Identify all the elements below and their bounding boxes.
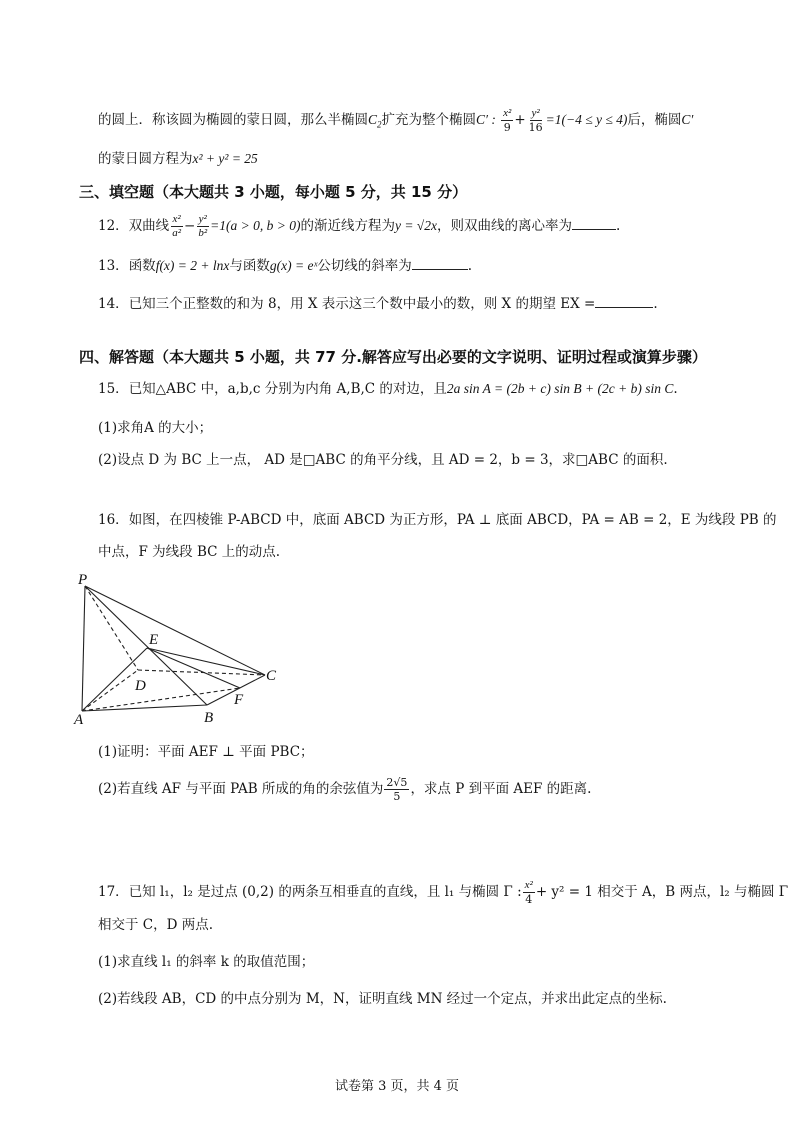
monge-eq: x² + y² = 25 — [192, 151, 258, 166]
math-c2: $C_2$ — [368, 112, 382, 130]
label-p: P — [78, 572, 88, 588]
fraction: $\frac{\text{y²}}{16}$ — [528, 107, 543, 134]
frac-den: 5 — [393, 790, 401, 803]
q-text: . — [673, 381, 678, 397]
q-text: 的渐近线方程为 — [300, 218, 395, 234]
question-17 — [98, 879, 788, 906]
edge-pc — [85, 586, 265, 675]
page-footer: 试卷第 3 页，共 4 页 — [334, 1079, 460, 1094]
question-15-part-2: (2)设点 D 为 BC 上一点， AD 是□ABC 的角平分线，且 AD = 2，b = 3，求□ABC 的面积. — [98, 452, 668, 468]
edge-ab — [82, 705, 207, 711]
answer-blank — [412, 257, 468, 270]
range-expr: =1(−4 ≤ y ≤ 4) — [545, 112, 628, 127]
cont-text: 的圆上．称该圆为椭圆的蒙日圆，那么半椭圆 — [98, 112, 368, 128]
pyramid-figure — [70, 568, 285, 728]
math-cond: =1(a > 0, b > 0) — [210, 218, 301, 233]
fraction: $\frac{\text{x²}}{\text{a²}}$ — [172, 213, 181, 239]
q-text: 双曲线 — [128, 218, 170, 234]
question-number: 15． — [98, 381, 129, 397]
label-e: E — [149, 632, 159, 648]
q-text: ，则双曲线的离心率为 — [436, 218, 572, 234]
section-heading: 三、填空题（本大题共 3 小题，每小题 5 分，共 15 分） — [79, 183, 468, 201]
label-f: F — [234, 692, 244, 708]
q-text: 公切线的斜率为 — [317, 258, 412, 274]
label-a: A — [74, 712, 84, 728]
edge-ec — [147, 648, 265, 675]
question-17-part-2: (2)若线段 AB，CD 的中点分别为 M，N，证明直线 MN 经过一个定点，并求出此定点的坐标. — [98, 991, 667, 1007]
edge-ef — [147, 648, 240, 688]
q-text: (2)若直线 AF 与平面 PAB 所成的角的余弦值为 — [98, 781, 384, 797]
question-15 — [98, 380, 678, 398]
label-c: C — [266, 668, 277, 684]
question-number: 13． — [98, 258, 129, 274]
fraction: $\frac{\text{x²}}{9}$ — [503, 107, 512, 134]
math-g: g(x) = eˣ — [269, 258, 318, 273]
math-cprime: C′ — [681, 112, 694, 127]
cont-text: 后，椭圆 — [627, 112, 682, 128]
cont-text: 扩充为整个椭圆 — [381, 112, 477, 128]
q-text: 已知三个正整数的和为 8，用 X 表示这三个数中最小的数，则 X 的期望 EX = — [128, 296, 596, 312]
question-16-part-1: (1)证明：平面 AEF ⊥ 平面 PBC； — [98, 744, 314, 760]
cont-text: 的蒙日圆方程为 — [98, 151, 193, 167]
question-17-part-1: (1)求直线 l₁ 的斜率 k 的取值范围； — [98, 954, 315, 970]
question-16-part-2 — [98, 776, 591, 803]
label-b: B — [204, 710, 214, 726]
q-text: 已知△ABC 中，a,b,c 分别为内角 A,B,C 的对边，且 — [128, 381, 447, 397]
math-cprime: C′ : — [476, 112, 496, 127]
frac-num: 2√5 — [386, 776, 408, 789]
answer-blank — [595, 295, 653, 308]
edge-pb — [85, 586, 207, 705]
math-asym: y = √2x — [394, 218, 437, 233]
continuation-line-1: 的圆上．称该圆为椭圆的蒙日圆，那么半椭圆$C_2$扩充为整个椭圆C′ : $\frac{\text{x²}}{9}$ + $\frac{\text{y²}}{16}$ =1(−4 ≤ y ≤ 4)后，椭圆C′ — [98, 107, 694, 134]
continuation-line-2 — [98, 150, 258, 168]
math-f: f(x) = 2 + lnx — [155, 258, 230, 273]
question-17-line-2: 相交于 C，D 两点. — [98, 917, 214, 933]
q-text: ，求点 P 到平面 AEF 的距离. — [410, 781, 592, 797]
fraction — [384, 776, 409, 803]
question-16 — [98, 511, 777, 529]
q-text: 与函数 — [229, 258, 270, 274]
question-number: 17． — [98, 884, 129, 900]
q-text: 如图，在四棱锥 P-ABCD 中，底面 ABCD 为正方形，PA ⊥ 底面 ABCD，PA = AB = 2，E 为线段 PB 的 — [128, 512, 777, 528]
question-15-part-1: (1)求角A 的大小； — [98, 420, 213, 436]
question-number: 16． — [98, 512, 129, 528]
q-text: 函数 — [128, 258, 156, 274]
question-number: 14． — [98, 296, 129, 312]
fraction: $\frac{\text{y²}}{\text{b²}}$ — [198, 213, 208, 239]
question-16-line-2: 中点，F 为线段 BC 上的动点. — [98, 544, 281, 560]
math-eq: 2a sin A = (2b + c) sin B + (2c + b) sin C — [446, 381, 674, 396]
q-text: 已知 l₁，l₂ 是过点 (0,2) 的两条互相垂直的直线，且 l₁ 与椭圆 Γ : — [128, 884, 522, 900]
q-text: + y² = 1 相交于 A，B 两点，l₂ 与椭圆 Γ — [535, 884, 789, 900]
fraction: $\frac{\text{x²}}{4}$ — [524, 879, 533, 906]
label-d: D — [135, 678, 146, 694]
question-12: 12．双曲线 $\frac{\text{x²}}{\text{a²}}$ − $\frac{\text{y²}}{\text{b²}}$ =1(a > 0, b > 0)的渐近线方程为y = √2x，则双曲线的离心率为 . — [98, 213, 621, 239]
edge-ad — [82, 670, 138, 711]
answer-blank — [572, 217, 616, 230]
edge-pa — [82, 586, 85, 711]
section-heading: 四、解答题（本大题共 5 小题，共 77 分.解答应写出必要的文字说明、证明过程或演算步骤） — [79, 348, 707, 366]
question-number: 12． — [98, 218, 129, 234]
question-13: 13．函数f(x) = 2 + lnx与函数g(x) = eˣ公切线的斜率为 . — [98, 258, 473, 274]
question-14: 14．已知三个正整数的和为 8，用 X 表示这三个数中最小的数，则 X 的期望 EX = . — [98, 296, 658, 312]
